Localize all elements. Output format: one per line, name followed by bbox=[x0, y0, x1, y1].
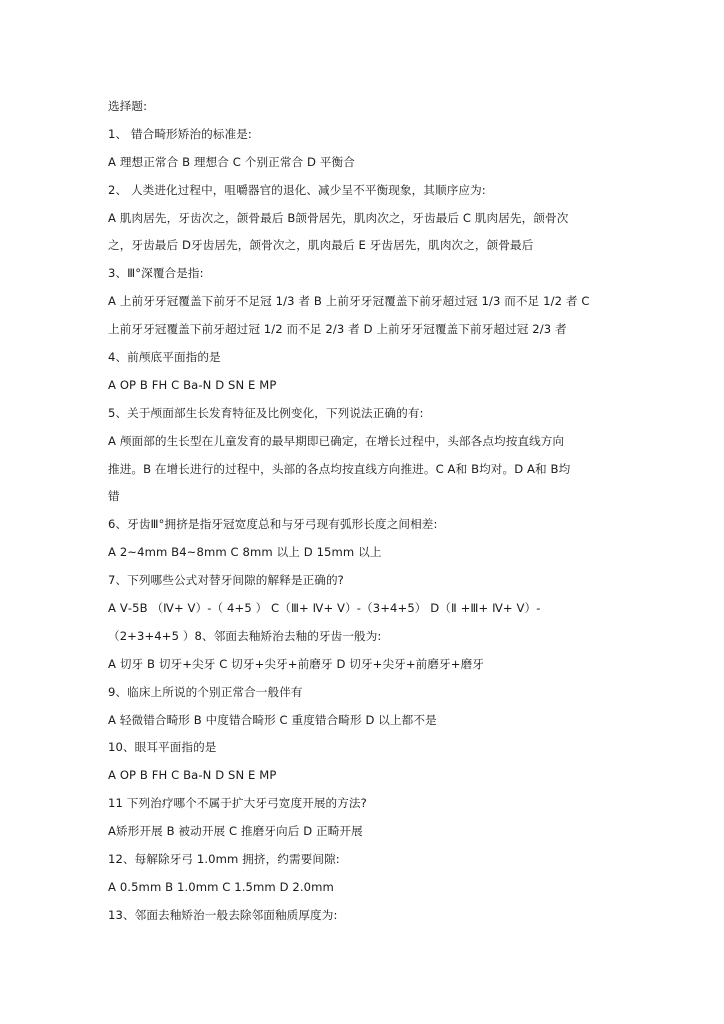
options-11: A矫形开展 B 被动开展 C 推磨牙向后 D 正畸开展 bbox=[108, 824, 363, 839]
options-8: A 切牙 B 切牙+尖牙 C 切牙+尖牙+前磨牙 D 切牙+尖牙+前磨牙+磨牙 bbox=[108, 656, 484, 671]
options-3-line-2: 上前牙牙冠覆盖下前牙超过冠 1/2 而不足 2/3 者 D 上前牙牙冠覆盖下前牙超过冠 2/3 者 bbox=[108, 322, 567, 337]
question-7: 7、下列哪些公式对替牙间隙的解释是正确的? bbox=[108, 573, 344, 588]
options-6: A 2~4mm B4~8mm C 8mm 以上 D 15mm 以上 bbox=[108, 545, 382, 560]
options-9: A 轻微错合畸形 B 中度错合畸形 C 重度错合畸形 D 以上都不是 bbox=[108, 712, 437, 727]
options-5-line-2: 推进。B 在增长进行的过程中，头部的各点均按直线方向推进。C A和 B均对。D A和 B均 bbox=[108, 461, 571, 476]
question-9: 9、临床上所说的个别正常合一般伴有 bbox=[108, 684, 303, 699]
section-heading: 选择题: bbox=[108, 99, 148, 113]
question-2: 2、 人类进化过程中，咀嚼器官的退化、减少呈不平衡现象，其顺序应为: bbox=[108, 182, 486, 197]
question-12: 12、每解除牙弓 1.0mm 拥挤，约需要间隙: bbox=[108, 852, 340, 867]
options-7-line-1: A Ⅴ-5B （Ⅳ+ Ⅴ）-（ 4+5 ） C（Ⅲ+ Ⅳ+ Ⅴ）-（3+4+5） D（Ⅱ +Ⅲ+ Ⅳ+ Ⅴ）- bbox=[108, 601, 541, 616]
options-4: A OP B FH C Ba-N D SN E MP bbox=[108, 377, 277, 392]
question-1: 1、 错合畸形矫治的标准是: bbox=[108, 126, 252, 141]
question-6: 6、牙齿Ⅲ°拥挤是指牙冠宽度总和与牙弓现有弧形长度之间相差: bbox=[108, 517, 438, 532]
options-2-line-2: 之，牙齿最后 D牙齿居先，颌骨次之，肌肉最后 E 牙齿居先，肌肉次之，颌骨最后 bbox=[108, 238, 534, 253]
question-11: 11 下列治疗哪个不属于扩大牙弓宽度开展的方法? bbox=[108, 796, 367, 811]
options-5-line-3: 错 bbox=[108, 489, 120, 504]
question-13: 13、邻面去釉矫治一般去除邻面釉质厚度为: bbox=[108, 907, 338, 922]
question-10: 10、眼耳平面指的是 bbox=[108, 740, 217, 755]
question-3: 3、Ⅲ°深覆合是指: bbox=[108, 266, 204, 281]
options-1: A 理想正常合 B 理想合 C 个别正常合 D 平衡合 bbox=[108, 154, 355, 169]
options-12: A 0.5mm B 1.0mm C 1.5mm D 2.0mm bbox=[108, 879, 334, 894]
options-3-line-1: A 上前牙牙冠覆盖下前牙不足冠 1/3 者 B 上前牙牙冠覆盖下前牙超过冠 1/3 而不足 1/2 者 C bbox=[108, 294, 590, 309]
options-10: A OP B FH C Ba-N D SN E MP bbox=[108, 768, 277, 783]
options-7-line-2: （2+3+4+5 ）8、邻面去釉矫治去釉的牙齿一般为: bbox=[108, 628, 382, 643]
options-2-line-1: A 肌肉居先，牙齿次之，颌骨最后 B颌骨居先，肌肉次之，牙齿最后 C 肌肉居先，颌骨次 bbox=[108, 210, 569, 225]
question-4: 4、前颅底平面指的是 bbox=[108, 350, 221, 365]
options-5-line-1: A 颅面部的生长型在儿童发育的最早期即已确定，在增长过程中，头部各点均按直线方向 bbox=[108, 433, 565, 448]
question-5: 5、关于颅面部生长发育特征及比例变化，下列说法正确的有: bbox=[108, 405, 424, 420]
